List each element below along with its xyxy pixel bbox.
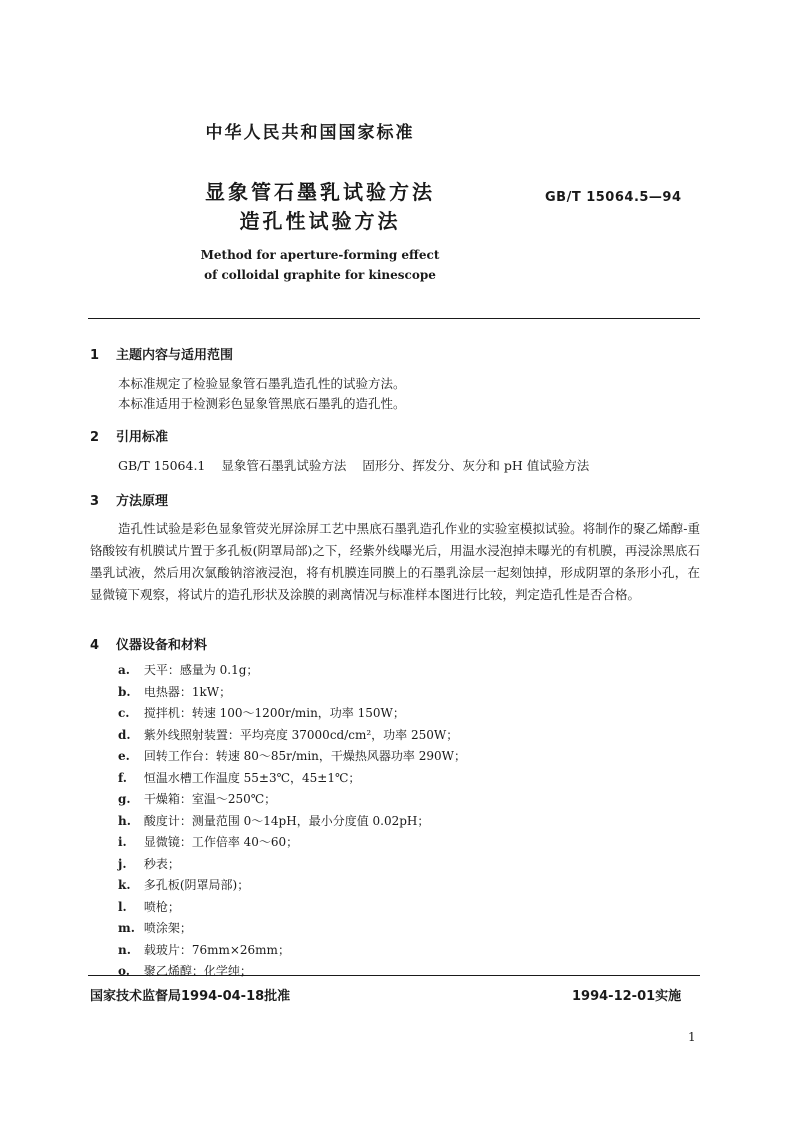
section-title: 主题内容与适用范围 [116,348,234,363]
section-title: 方法原理 [116,494,169,509]
item-label: i. [118,835,127,849]
reference-subtitle: 固形分、挥发分、灰分和 pH 值试验方法 [362,458,590,473]
item-label: o. [118,964,130,978]
list-item [118,961,466,983]
item-text: 搅拌机：转速 100～1200r/min，功率 150W； [143,706,405,720]
title-line-1: 显象管石墨乳试验方法 [205,180,435,204]
section-1-line-1: 本标准规定了检验显象管石墨乳造孔性的试验方法。 [118,376,406,391]
footer-divider [88,975,700,976]
item-label: a. [118,663,130,677]
reference-code: GB/T 15064.1 [118,458,206,473]
implementation-date: 1994-12-01实施 [572,989,682,1004]
item-text: 恒温水槽工作温度 55±3℃，45±1℃； [143,770,361,785]
item-text: 电热器：1kW； [143,684,232,699]
item-text: 紫外线照射装置：平均亮度 37000cd/cm²，功率 250W； [143,727,459,742]
list-item [118,854,466,876]
title-line-2: 造孔性试验方法 [239,209,401,233]
item-label: c. [118,706,130,720]
reference-title: 显象管石墨乳试验方法 [221,458,347,473]
list-item [118,746,466,768]
section-number: 2 [90,430,100,445]
section-4-heading [90,634,207,653]
item-label: n. [118,942,131,957]
list-item [118,832,466,854]
header-divider [88,318,700,319]
list-item [118,918,466,940]
item-text: 天平：感量为 0.1g； [143,663,259,677]
item-text: 喷涂架； [143,921,192,935]
list-item [118,811,466,833]
item-text: 显微镜：工作倍率 40～60； [143,835,299,849]
item-text: 酸度计：测量范围 0～14pH，最小分度值 0.02pH； [143,813,430,828]
section-1-heading [90,344,233,363]
item-label: e. [118,749,130,763]
item-label: f. [118,770,127,785]
list-item [118,875,466,897]
section-title: 引用标准 [116,430,169,445]
item-text: 秒表； [143,856,180,871]
item-label: h. [118,813,131,828]
list-item [118,940,466,962]
section-number: 3 [90,494,100,509]
section-2-heading [90,426,168,445]
section-number: 1 [90,348,100,363]
english-title-line-1: Method for aperture-forming effect [200,248,440,262]
page-number: 1 [688,1030,696,1044]
item-text: 回转工作台：转速 80～85r/min，干燥热风器功率 290W； [143,749,466,763]
standard-name: 中华人民共和国国家标准 [205,123,415,143]
item-text: 多孔板(阴罩局部)； [143,878,250,892]
section-3-paragraph: 造孔性试验是彩色显象管荧光屏涂屏工艺中黑底石墨乳造孔作业的实验室模拟试验。将制作的聚乙烯醇-重铬酸铵有机膜试片置于多孔板(阴罩局部)之下，经紫外线曝光后，用温水浸泡掉未曝光的有机膜，再浸涂黑底石墨乳试液，然后用次氯酸钠溶液浸泡，将有机膜连同膜上的石墨乳涂层一起刻蚀掉，形成阴罩的条形小孔，在显微镜下观察，将试片的造孔形状及涂膜的剥离情况与标准样本图进行比较，判定造孔性是否合格。 [90,521,700,602]
section-1-line-2: 本标准适用于检测彩色显象管黑底石墨乳的造孔性。 [118,396,406,411]
equipment-list [118,660,466,983]
list-item [118,897,466,919]
item-text: 喷枪； [143,899,180,914]
standard-number: GB/T 15064.5—94 [545,190,682,205]
section-3-heading [90,490,168,509]
reference-entry [118,456,589,476]
list-item [118,725,466,747]
item-label: m. [118,921,135,935]
section-title: 仪器设备和材料 [116,638,208,653]
list-item [118,703,466,725]
list-item [118,682,466,704]
item-label: b. [118,684,131,699]
item-label: d. [118,727,131,742]
section-number: 4 [90,638,100,653]
item-label: g. [118,792,131,806]
item-text: 聚乙烯醇：化学纯； [143,964,252,978]
english-title-line-2: of colloidal graphite for kinescope [204,268,436,282]
approval-date: 国家技术监督局1994-04-18批准 [90,989,291,1004]
item-label: j. [118,856,127,871]
item-label: l. [118,899,127,914]
item-label: k. [118,878,131,892]
item-text: 载玻片：76mm×26mm； [143,942,290,957]
list-item [118,660,466,682]
list-item [118,768,466,790]
item-text: 干燥箱：室温～250℃； [143,792,277,806]
list-item [118,789,466,811]
